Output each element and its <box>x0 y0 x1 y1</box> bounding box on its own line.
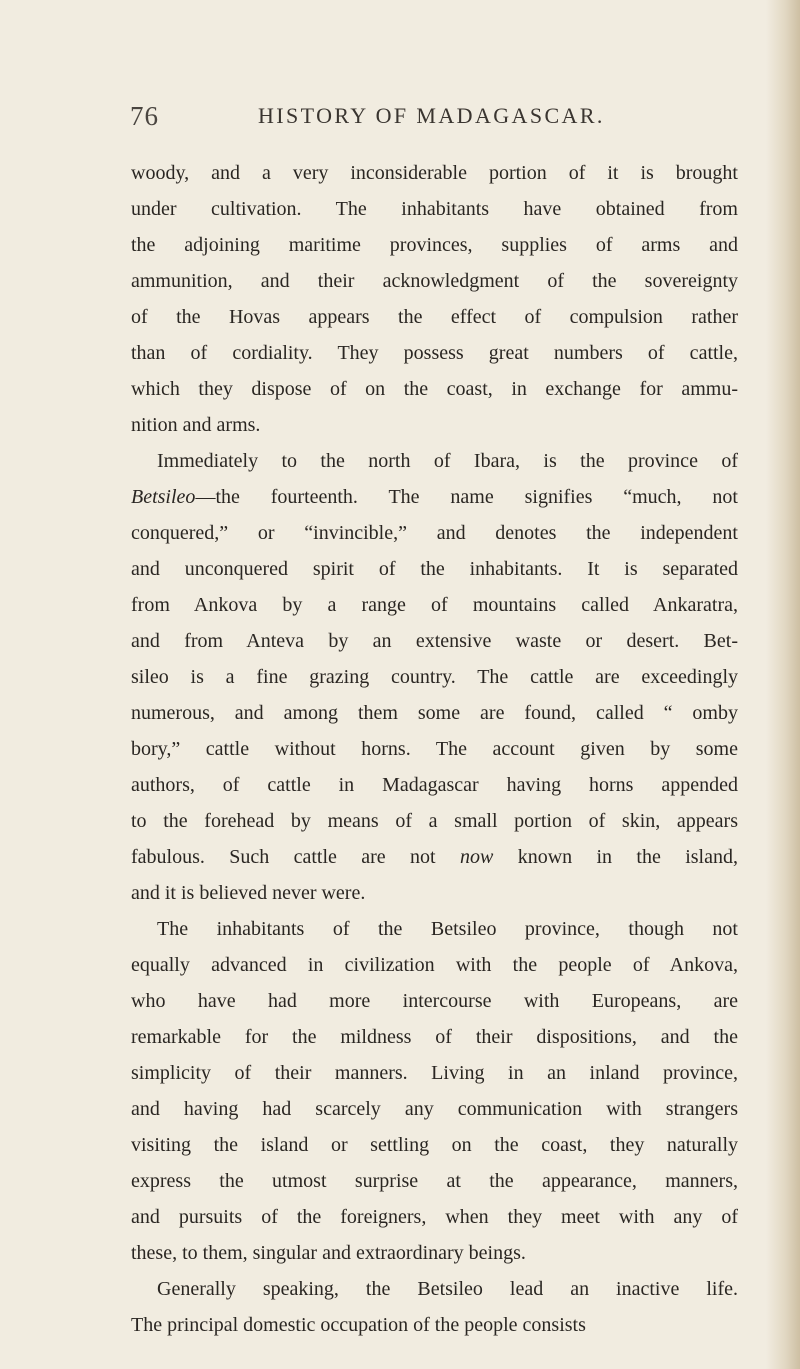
text-line: visiting the island or settling on the coast, they naturally <box>131 1134 738 1156</box>
text-line: sileo is a fine grazing country. The cattle are exceedingly <box>131 666 738 688</box>
text-line: numerous, and among them some are found, called “ omby <box>131 702 738 724</box>
paragraph-start-line: Generally speaking, the Betsileo lead an inactive life. <box>157 1278 738 1300</box>
text-line: bory,” cattle without horns. The account given by some <box>131 738 738 760</box>
text-line: The principal domestic occupation of the people consists <box>131 1314 586 1336</box>
text-line: express the utmost surprise at the appearance, manners, <box>131 1170 738 1192</box>
text-line: the adjoining maritime provinces, supplies of arms and <box>131 234 738 256</box>
text-line: of the Hovas appears the effect of compulsion rather <box>131 306 738 328</box>
text-line: than of cordiality. They possess great numbers of cattle, <box>131 342 738 364</box>
text-line: remarkable for the mildness of their dispositions, and the <box>131 1026 738 1048</box>
line-text: —the fourteenth. The name signifies “much, not <box>195 486 738 508</box>
text-line: ammunition, and their acknowledgment of the sovereignty <box>131 270 738 292</box>
paragraph-start-line: The inhabitants of the Betsileo province, though not <box>157 918 738 940</box>
text-line: nition and arms. <box>131 414 261 436</box>
text-line: under cultivation. The inhabitants have obtained from <box>131 198 738 220</box>
text-line: and it is believed never were. <box>131 882 366 904</box>
text-line: and unconquered spirit of the inhabitants. It is separated <box>131 558 738 580</box>
page-edge-shadow <box>766 0 800 1369</box>
line-text: known in the island, <box>493 846 738 868</box>
text-line: from Ankova by a range of mountains called Ankaratra, <box>131 594 738 616</box>
text-line: and pursuits of the foreigners, when they meet with any of <box>131 1206 738 1228</box>
text-line: which they dispose of on the coast, in exchange for ammu- <box>131 378 738 400</box>
running-title: HISTORY OF MADAGASCAR. <box>258 103 605 128</box>
page-header <box>130 101 720 141</box>
italic-term: now <box>459 846 494 868</box>
body-text <box>131 155 738 1343</box>
text-line: these, to them, singular and extraordinary beings. <box>131 1242 526 1264</box>
italic-term: Betsileo <box>131 486 196 508</box>
text-line: and from Anteva by an extensive waste or desert. Bet- <box>131 630 738 652</box>
paragraph-start-line: Immediately to the north of Ibara, is the province of <box>157 450 738 472</box>
text-line: who have had more intercourse with Europeans, are <box>131 990 738 1012</box>
text-line: and having had scarcely any communication with strangers <box>131 1098 738 1120</box>
text-line: authors, of cattle in Madagascar having horns appended <box>131 774 738 796</box>
text-line <box>131 479 738 515</box>
text-line: to the forehead by means of a small portion of skin, appears <box>131 810 738 832</box>
text-line: equally advanced in civilization with the people of Ankova, <box>131 954 738 976</box>
text-line: simplicity of their manners. Living in an inland province, <box>131 1062 738 1084</box>
line-text: fabulous. Such cattle are not <box>131 846 460 868</box>
text-line: conquered,” or “invincible,” and denotes the independent <box>131 522 738 544</box>
text-line: woody, and a very inconsiderable portion of it is brought <box>131 162 738 184</box>
page-number: 76 <box>130 101 159 131</box>
text-line <box>131 839 738 875</box>
